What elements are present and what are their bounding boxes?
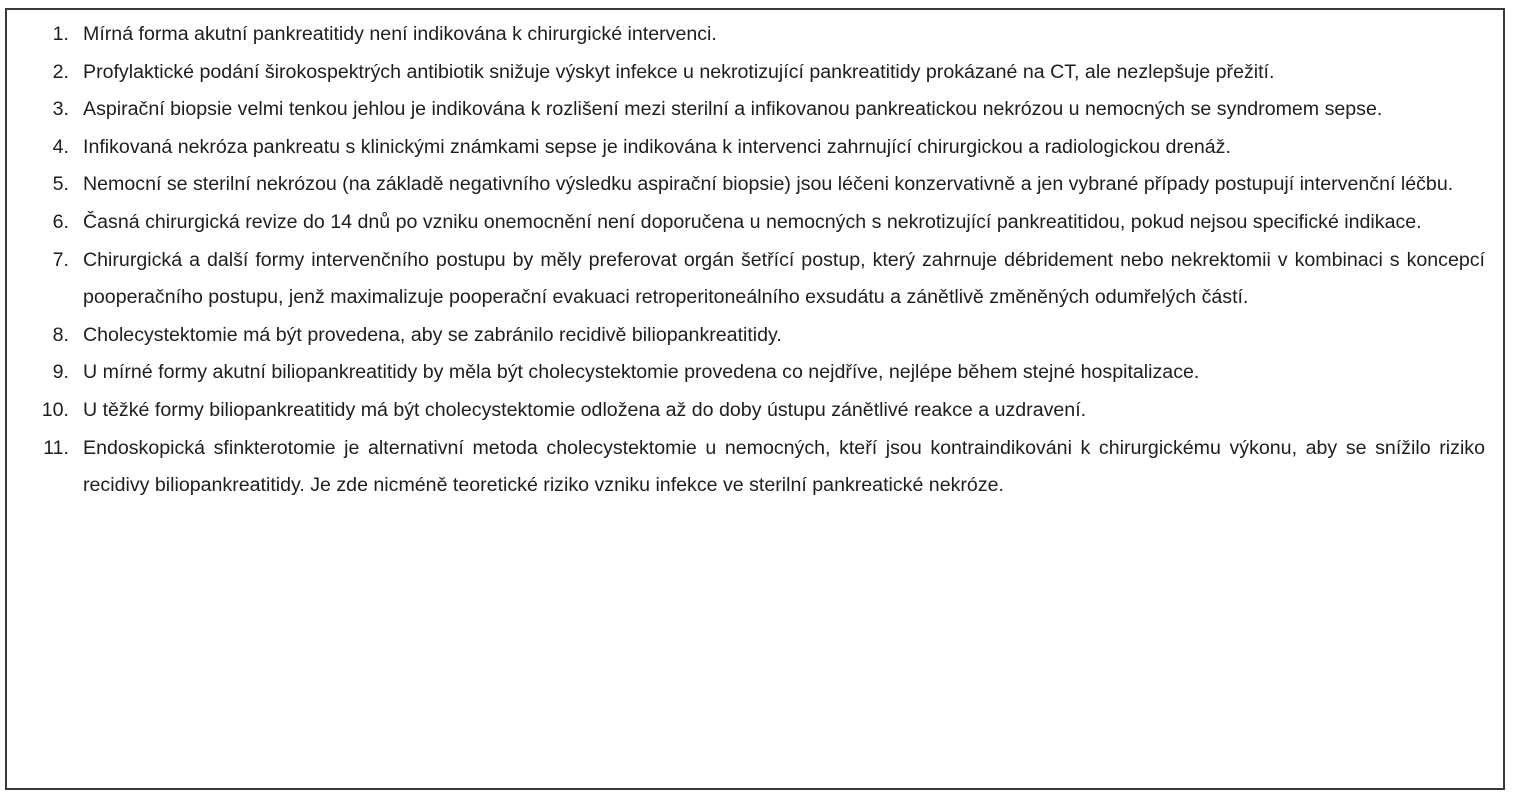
item-text: Profylaktické podání širokospektrých antibiotik snižuje výskyt infekce u nekrotizující pankreatitidy prokázané na CT, ale nezlepšuje přežití.: [83, 60, 1275, 83]
item-number: 9.: [52, 361, 69, 384]
item-text: Mírná forma akutní pankreatitidy není indikována k chirurgické intervenci.: [83, 23, 717, 45]
item-text: Infikovaná nekróza pankreatu s klinickými známkami sepse je indikována k intervenci zahrnující chirurgickou a radiologickou drenáž.: [83, 135, 1231, 158]
item-number: 10.: [41, 398, 69, 421]
item-text: Cholecystektomie má být provedena, aby se zabránilo recidivě biliopankreatitidy.: [83, 323, 782, 346]
list-item: [7, 204, 1503, 242]
item-number: 6.: [52, 210, 69, 233]
item-text: Aspirační biopsie velmi tenkou jehlou je indikována k rozlišení mezi sterilní a infikovanou pankreatickou nekrózou u nemocných se syndromem sepse.: [83, 98, 1383, 121]
list-item: [7, 54, 1503, 92]
item-number: 1.: [52, 23, 69, 45]
list-item: [7, 317, 1503, 355]
recommendations-list: [7, 16, 1503, 505]
item-text: Nemocní se sterilní nekrózou (na základě negativního výsledku aspirační biopsie) jsou léčeni konzervativně a jen vybrané případy postupují intervenční léčbu.: [83, 173, 1454, 196]
item-text: Časná chirurgická revize do 14 dnů po vzniku onemocnění není doporučena u nemocných s nekrotizující pankreatitidou, pokud nejsou specifické indikace.: [83, 210, 1422, 233]
item-text: U těžké formy biliopankreatitidy má být cholecystektomie odložena až do doby ústupu zánětlivé reakce a uzdravení.: [83, 398, 1087, 421]
item-number: 8.: [52, 323, 69, 346]
list-item: [7, 242, 1503, 317]
list-item: [7, 354, 1503, 392]
list-item: [7, 129, 1503, 167]
list-item: [7, 392, 1503, 430]
item-number: 5.: [52, 173, 69, 196]
list-item: [7, 91, 1503, 129]
item-number: 3.: [52, 98, 69, 121]
item-text: Chirurgická a další formy intervenčního postupu by měly preferovat orgán šetřící postup, který zahrnuje débridement nebo nekrektomii v kombinaci s koncepcí pooperačního postupu, jenž maximalizuje pooperační evakuaci retroperitoneálního exsudátu a zánětlivě změněných odumřelých částí.: [83, 248, 1485, 309]
list-item: [7, 430, 1503, 505]
item-number: 11.: [43, 436, 69, 459]
item-text: U mírné formy akutní biliopankreatitidy by měla být cholecystektomie provedena co nejdříve, nejlépe během stejné hospitalizace.: [83, 361, 1200, 384]
item-number: 4.: [52, 135, 69, 158]
list-item: [7, 16, 1503, 54]
list-item: [7, 166, 1503, 204]
recommendations-box: [5, 8, 1505, 790]
item-number: 7.: [52, 248, 69, 271]
item-number: 2.: [52, 60, 69, 83]
item-text: Endoskopická sfinkterotomie je alternativní metoda cholecystektomie u nemocných, kteří jsou kontraindikováni k chirurgickému výkonu, aby se snížilo riziko recidivy biliopankreatitidy. Je zde nicméně teoretické riziko vzniku infekce ve sterilní pankreatické nekróze.: [83, 436, 1485, 497]
